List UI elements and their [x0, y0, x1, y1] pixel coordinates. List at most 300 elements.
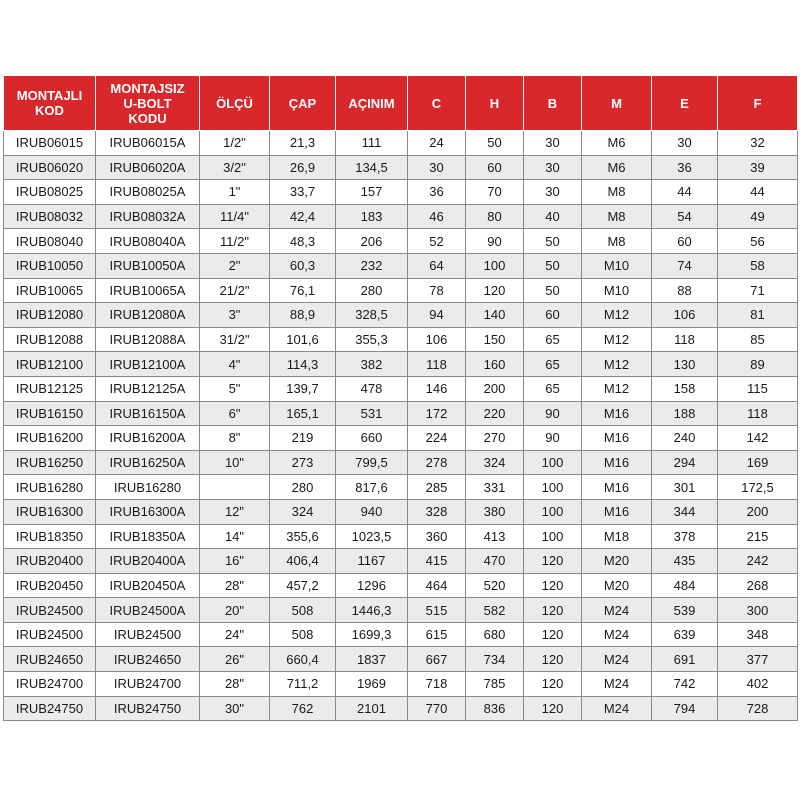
- cell-f: 71: [718, 278, 798, 303]
- table-row: [4, 204, 798, 229]
- cell-b: 50: [524, 253, 582, 278]
- cell-e: 88: [652, 278, 718, 303]
- cell-m: M8: [582, 204, 652, 229]
- cell-acinim: 1969: [336, 672, 408, 697]
- cell-c: 285: [408, 475, 466, 500]
- cell-c: 146: [408, 376, 466, 401]
- cell-olcu: 3/2": [200, 155, 270, 180]
- cell-acinim: 799,5: [336, 450, 408, 475]
- cell-h: 680: [466, 622, 524, 647]
- cell-cap: 48,3: [270, 229, 336, 254]
- cell-montajli-kod: IRUB06020: [4, 155, 96, 180]
- cell-h: 80: [466, 204, 524, 229]
- cell-h: 150: [466, 327, 524, 352]
- table-row: [4, 155, 798, 180]
- cell-h: 120: [466, 278, 524, 303]
- cell-cap: 76,1: [270, 278, 336, 303]
- cell-cap: 165,1: [270, 401, 336, 426]
- cell-e: 240: [652, 426, 718, 451]
- cell-f: 172,5: [718, 475, 798, 500]
- cell-m: M10: [582, 278, 652, 303]
- column-header-h: H: [466, 76, 524, 131]
- cell-cap: 42,4: [270, 204, 336, 229]
- cell-cap: 355,6: [270, 524, 336, 549]
- cell-m: M8: [582, 180, 652, 205]
- column-header-cap: ÇAP: [270, 76, 336, 131]
- cell-m: M6: [582, 155, 652, 180]
- cell-olcu: 10": [200, 450, 270, 475]
- cell-m: M8: [582, 229, 652, 254]
- cell-montajsiz-ubolt-kodu: IRUB16250A: [96, 450, 200, 475]
- cell-f: 215: [718, 524, 798, 549]
- cell-olcu: 21/2": [200, 278, 270, 303]
- cell-c: 46: [408, 204, 466, 229]
- cell-m: M6: [582, 131, 652, 156]
- cell-acinim: 1296: [336, 573, 408, 598]
- cell-e: 74: [652, 253, 718, 278]
- cell-h: 836: [466, 696, 524, 721]
- cell-b: 30: [524, 155, 582, 180]
- cell-m: M16: [582, 450, 652, 475]
- cell-e: 130: [652, 352, 718, 377]
- table-row: [4, 549, 798, 574]
- cell-olcu: 31/2": [200, 327, 270, 352]
- cell-e: 30: [652, 131, 718, 156]
- cell-f: 49: [718, 204, 798, 229]
- cell-c: 415: [408, 549, 466, 574]
- cell-h: 140: [466, 303, 524, 328]
- cell-h: 520: [466, 573, 524, 598]
- cell-montajli-kod: IRUB20400: [4, 549, 96, 574]
- cell-olcu: 2": [200, 253, 270, 278]
- table-row: [4, 303, 798, 328]
- cell-cap: 60,3: [270, 253, 336, 278]
- cell-olcu: 8": [200, 426, 270, 451]
- cell-f: 58: [718, 253, 798, 278]
- cell-olcu: 14": [200, 524, 270, 549]
- table-row: [4, 180, 798, 205]
- cell-cap: 711,2: [270, 672, 336, 697]
- cell-montajli-kod: IRUB20450: [4, 573, 96, 598]
- cell-montajsiz-ubolt-kodu: IRUB24500A: [96, 598, 200, 623]
- cell-c: 718: [408, 672, 466, 697]
- cell-e: 301: [652, 475, 718, 500]
- cell-b: 120: [524, 647, 582, 672]
- column-header-b: B: [524, 76, 582, 131]
- cell-olcu: 6": [200, 401, 270, 426]
- cell-acinim: 157: [336, 180, 408, 205]
- cell-acinim: 660: [336, 426, 408, 451]
- cell-h: 270: [466, 426, 524, 451]
- cell-cap: 21,3: [270, 131, 336, 156]
- cell-c: 106: [408, 327, 466, 352]
- cell-b: 100: [524, 524, 582, 549]
- cell-olcu: 28": [200, 573, 270, 598]
- cell-montajli-kod: IRUB08040: [4, 229, 96, 254]
- cell-acinim: 382: [336, 352, 408, 377]
- cell-montajli-kod: IRUB16200: [4, 426, 96, 451]
- cell-olcu: 1/2": [200, 131, 270, 156]
- cell-e: 118: [652, 327, 718, 352]
- cell-montajsiz-ubolt-kodu: IRUB24650: [96, 647, 200, 672]
- cell-h: 60: [466, 155, 524, 180]
- cell-b: 120: [524, 696, 582, 721]
- table-body: [4, 131, 798, 721]
- cell-c: 118: [408, 352, 466, 377]
- cell-f: 39: [718, 155, 798, 180]
- table-row: [4, 253, 798, 278]
- cell-e: 639: [652, 622, 718, 647]
- cell-acinim: 1446,3: [336, 598, 408, 623]
- cell-h: 70: [466, 180, 524, 205]
- cell-cap: 508: [270, 598, 336, 623]
- table-row: [4, 401, 798, 426]
- table-row: [4, 696, 798, 721]
- cell-e: 54: [652, 204, 718, 229]
- header-row: [4, 76, 798, 131]
- cell-e: 106: [652, 303, 718, 328]
- cell-c: 770: [408, 696, 466, 721]
- table-row: [4, 647, 798, 672]
- cell-montajsiz-ubolt-kodu: IRUB12088A: [96, 327, 200, 352]
- cell-montajsiz-ubolt-kodu: IRUB10065A: [96, 278, 200, 303]
- cell-b: 100: [524, 499, 582, 524]
- cell-montajsiz-ubolt-kodu: IRUB24750: [96, 696, 200, 721]
- cell-cap: 33,7: [270, 180, 336, 205]
- cell-c: 328: [408, 499, 466, 524]
- cell-e: 484: [652, 573, 718, 598]
- cell-acinim: 1837: [336, 647, 408, 672]
- cell-f: 81: [718, 303, 798, 328]
- cell-m: M24: [582, 598, 652, 623]
- cell-olcu: 16": [200, 549, 270, 574]
- cell-c: 615: [408, 622, 466, 647]
- cell-h: 200: [466, 376, 524, 401]
- column-header-f: F: [718, 76, 798, 131]
- column-header-olcu: ÖLÇÜ: [200, 76, 270, 131]
- cell-cap: 508: [270, 622, 336, 647]
- table-row: [4, 327, 798, 352]
- cell-cap: 219: [270, 426, 336, 451]
- cell-e: 294: [652, 450, 718, 475]
- column-header-m: M: [582, 76, 652, 131]
- cell-b: 50: [524, 278, 582, 303]
- table-row: [4, 672, 798, 697]
- cell-montajsiz-ubolt-kodu: IRUB06015A: [96, 131, 200, 156]
- cell-olcu: 20": [200, 598, 270, 623]
- cell-cap: 26,9: [270, 155, 336, 180]
- cell-b: 65: [524, 376, 582, 401]
- cell-m: M12: [582, 376, 652, 401]
- column-header-acinim: AÇINIM: [336, 76, 408, 131]
- cell-e: 378: [652, 524, 718, 549]
- cell-c: 172: [408, 401, 466, 426]
- cell-cap: 280: [270, 475, 336, 500]
- cell-olcu: 1": [200, 180, 270, 205]
- cell-f: 56: [718, 229, 798, 254]
- cell-montajsiz-ubolt-kodu: IRUB20400A: [96, 549, 200, 574]
- cell-m: M24: [582, 672, 652, 697]
- cell-olcu: 30": [200, 696, 270, 721]
- cell-montajsiz-ubolt-kodu: IRUB12125A: [96, 376, 200, 401]
- cell-acinim: 355,3: [336, 327, 408, 352]
- cell-m: M24: [582, 647, 652, 672]
- cell-f: 44: [718, 180, 798, 205]
- cell-montajsiz-ubolt-kodu: IRUB24500: [96, 622, 200, 647]
- cell-b: 60: [524, 303, 582, 328]
- cell-m: M16: [582, 401, 652, 426]
- cell-h: 160: [466, 352, 524, 377]
- cell-olcu: 4": [200, 352, 270, 377]
- cell-h: 734: [466, 647, 524, 672]
- cell-montajli-kod: IRUB16280: [4, 475, 96, 500]
- cell-olcu: 5": [200, 376, 270, 401]
- cell-cap: 114,3: [270, 352, 336, 377]
- cell-c: 515: [408, 598, 466, 623]
- cell-c: 464: [408, 573, 466, 598]
- cell-b: 30: [524, 131, 582, 156]
- cell-acinim: 206: [336, 229, 408, 254]
- cell-montajsiz-ubolt-kodu: IRUB16300A: [96, 499, 200, 524]
- cell-c: 52: [408, 229, 466, 254]
- cell-montajsiz-ubolt-kodu: IRUB06020A: [96, 155, 200, 180]
- cell-b: 90: [524, 401, 582, 426]
- table-row: [4, 352, 798, 377]
- table-row: [4, 524, 798, 549]
- cell-montajsiz-ubolt-kodu: IRUB08032A: [96, 204, 200, 229]
- cell-b: 120: [524, 672, 582, 697]
- cell-olcu: 3": [200, 303, 270, 328]
- cell-m: M24: [582, 622, 652, 647]
- cell-e: 158: [652, 376, 718, 401]
- cell-montajsiz-ubolt-kodu: IRUB08040A: [96, 229, 200, 254]
- table-row: [4, 376, 798, 401]
- cell-b: 120: [524, 549, 582, 574]
- cell-f: 169: [718, 450, 798, 475]
- cell-c: 667: [408, 647, 466, 672]
- cell-f: 118: [718, 401, 798, 426]
- cell-olcu: [200, 475, 270, 500]
- table-row: [4, 426, 798, 451]
- cell-f: 728: [718, 696, 798, 721]
- cell-montajli-kod: IRUB24750: [4, 696, 96, 721]
- cell-f: 377: [718, 647, 798, 672]
- cell-b: 100: [524, 475, 582, 500]
- column-header-montajsiz-ubolt-kodu: MONTAJSIZ U-BOLT KODU: [96, 76, 200, 131]
- cell-b: 65: [524, 327, 582, 352]
- cell-c: 278: [408, 450, 466, 475]
- cell-m: M18: [582, 524, 652, 549]
- cell-c: 36: [408, 180, 466, 205]
- cell-olcu: 11/2": [200, 229, 270, 254]
- cell-montajli-kod: IRUB18350: [4, 524, 96, 549]
- cell-montajsiz-ubolt-kodu: IRUB12080A: [96, 303, 200, 328]
- cell-montajli-kod: IRUB06015: [4, 131, 96, 156]
- cell-e: 36: [652, 155, 718, 180]
- cell-olcu: 24": [200, 622, 270, 647]
- cell-m: M12: [582, 352, 652, 377]
- cell-acinim: 280: [336, 278, 408, 303]
- cell-e: 539: [652, 598, 718, 623]
- cell-acinim: 328,5: [336, 303, 408, 328]
- cell-cap: 324: [270, 499, 336, 524]
- cell-f: 402: [718, 672, 798, 697]
- cell-b: 90: [524, 426, 582, 451]
- cell-montajli-kod: IRUB08025: [4, 180, 96, 205]
- cell-e: 742: [652, 672, 718, 697]
- cell-f: 242: [718, 549, 798, 574]
- cell-montajli-kod: IRUB10050: [4, 253, 96, 278]
- cell-h: 785: [466, 672, 524, 697]
- cell-c: 360: [408, 524, 466, 549]
- cell-montajsiz-ubolt-kodu: IRUB08025A: [96, 180, 200, 205]
- cell-b: 100: [524, 450, 582, 475]
- cell-m: M16: [582, 426, 652, 451]
- cell-montajli-kod: IRUB12088: [4, 327, 96, 352]
- cell-acinim: 232: [336, 253, 408, 278]
- cell-acinim: 940: [336, 499, 408, 524]
- cell-montajli-kod: IRUB10065: [4, 278, 96, 303]
- cell-montajli-kod: IRUB24700: [4, 672, 96, 697]
- column-header-c: C: [408, 76, 466, 131]
- cell-montajsiz-ubolt-kodu: IRUB16150A: [96, 401, 200, 426]
- cell-e: 60: [652, 229, 718, 254]
- cell-m: M24: [582, 696, 652, 721]
- cell-h: 324: [466, 450, 524, 475]
- cell-montajli-kod: IRUB12100: [4, 352, 96, 377]
- cell-b: 65: [524, 352, 582, 377]
- cell-h: 582: [466, 598, 524, 623]
- column-header-e: E: [652, 76, 718, 131]
- cell-montajli-kod: IRUB16300: [4, 499, 96, 524]
- cell-montajli-kod: IRUB24500: [4, 598, 96, 623]
- cell-f: 32: [718, 131, 798, 156]
- cell-e: 691: [652, 647, 718, 672]
- cell-m: M12: [582, 327, 652, 352]
- cell-b: 120: [524, 573, 582, 598]
- cell-c: 78: [408, 278, 466, 303]
- cell-cap: 88,9: [270, 303, 336, 328]
- cell-m: M16: [582, 475, 652, 500]
- table-row: [4, 598, 798, 623]
- cell-h: 413: [466, 524, 524, 549]
- cell-m: M12: [582, 303, 652, 328]
- cell-c: 24: [408, 131, 466, 156]
- cell-montajli-kod: IRUB24500: [4, 622, 96, 647]
- cell-olcu: 12": [200, 499, 270, 524]
- table-row: [4, 131, 798, 156]
- table-row: [4, 278, 798, 303]
- cell-b: 40: [524, 204, 582, 229]
- cell-cap: 660,4: [270, 647, 336, 672]
- cell-e: 344: [652, 499, 718, 524]
- cell-montajsiz-ubolt-kodu: IRUB16200A: [96, 426, 200, 451]
- cell-montajli-kod: IRUB16250: [4, 450, 96, 475]
- cell-b: 50: [524, 229, 582, 254]
- cell-montajli-kod: IRUB24650: [4, 647, 96, 672]
- cell-acinim: 2101: [336, 696, 408, 721]
- cell-b: 30: [524, 180, 582, 205]
- cell-cap: 139,7: [270, 376, 336, 401]
- cell-e: 435: [652, 549, 718, 574]
- cell-acinim: 1167: [336, 549, 408, 574]
- cell-montajli-kod: IRUB12125: [4, 376, 96, 401]
- table-row: [4, 622, 798, 647]
- cell-acinim: 1023,5: [336, 524, 408, 549]
- cell-c: 64: [408, 253, 466, 278]
- cell-m: M10: [582, 253, 652, 278]
- cell-c: 224: [408, 426, 466, 451]
- cell-f: 89: [718, 352, 798, 377]
- cell-montajsiz-ubolt-kodu: IRUB20450A: [96, 573, 200, 598]
- cell-e: 794: [652, 696, 718, 721]
- spec-table: [3, 75, 798, 721]
- cell-olcu: 28": [200, 672, 270, 697]
- cell-cap: 762: [270, 696, 336, 721]
- cell-f: 115: [718, 376, 798, 401]
- cell-cap: 273: [270, 450, 336, 475]
- cell-montajsiz-ubolt-kodu: IRUB10050A: [96, 253, 200, 278]
- cell-montajli-kod: IRUB12080: [4, 303, 96, 328]
- cell-b: 120: [524, 598, 582, 623]
- cell-montajsiz-ubolt-kodu: IRUB24700: [96, 672, 200, 697]
- cell-montajli-kod: IRUB08032: [4, 204, 96, 229]
- cell-acinim: 183: [336, 204, 408, 229]
- cell-e: 188: [652, 401, 718, 426]
- cell-h: 50: [466, 131, 524, 156]
- cell-h: 100: [466, 253, 524, 278]
- cell-e: 44: [652, 180, 718, 205]
- cell-montajli-kod: IRUB16150: [4, 401, 96, 426]
- cell-f: 200: [718, 499, 798, 524]
- table-row: [4, 573, 798, 598]
- table-row: [4, 229, 798, 254]
- cell-h: 90: [466, 229, 524, 254]
- table-row: [4, 499, 798, 524]
- cell-montajsiz-ubolt-kodu: IRUB12100A: [96, 352, 200, 377]
- cell-montajsiz-ubolt-kodu: IRUB18350A: [96, 524, 200, 549]
- cell-h: 331: [466, 475, 524, 500]
- table-row: [4, 450, 798, 475]
- cell-b: 120: [524, 622, 582, 647]
- cell-m: M16: [582, 499, 652, 524]
- cell-cap: 406,4: [270, 549, 336, 574]
- table-row: [4, 475, 798, 500]
- cell-acinim: 531: [336, 401, 408, 426]
- cell-acinim: 134,5: [336, 155, 408, 180]
- cell-cap: 101,6: [270, 327, 336, 352]
- cell-olcu: 11/4": [200, 204, 270, 229]
- column-header-montajli-kod: MONTAJLI KOD: [4, 76, 96, 131]
- cell-acinim: 111: [336, 131, 408, 156]
- cell-acinim: 478: [336, 376, 408, 401]
- cell-h: 470: [466, 549, 524, 574]
- cell-m: M20: [582, 549, 652, 574]
- cell-c: 30: [408, 155, 466, 180]
- cell-montajsiz-ubolt-kodu: IRUB16280: [96, 475, 200, 500]
- cell-f: 268: [718, 573, 798, 598]
- cell-f: 142: [718, 426, 798, 451]
- cell-acinim: 817,6: [336, 475, 408, 500]
- cell-f: 85: [718, 327, 798, 352]
- cell-h: 220: [466, 401, 524, 426]
- cell-c: 94: [408, 303, 466, 328]
- cell-acinim: 1699,3: [336, 622, 408, 647]
- cell-h: 380: [466, 499, 524, 524]
- cell-olcu: 26": [200, 647, 270, 672]
- cell-cap: 457,2: [270, 573, 336, 598]
- cell-m: M20: [582, 573, 652, 598]
